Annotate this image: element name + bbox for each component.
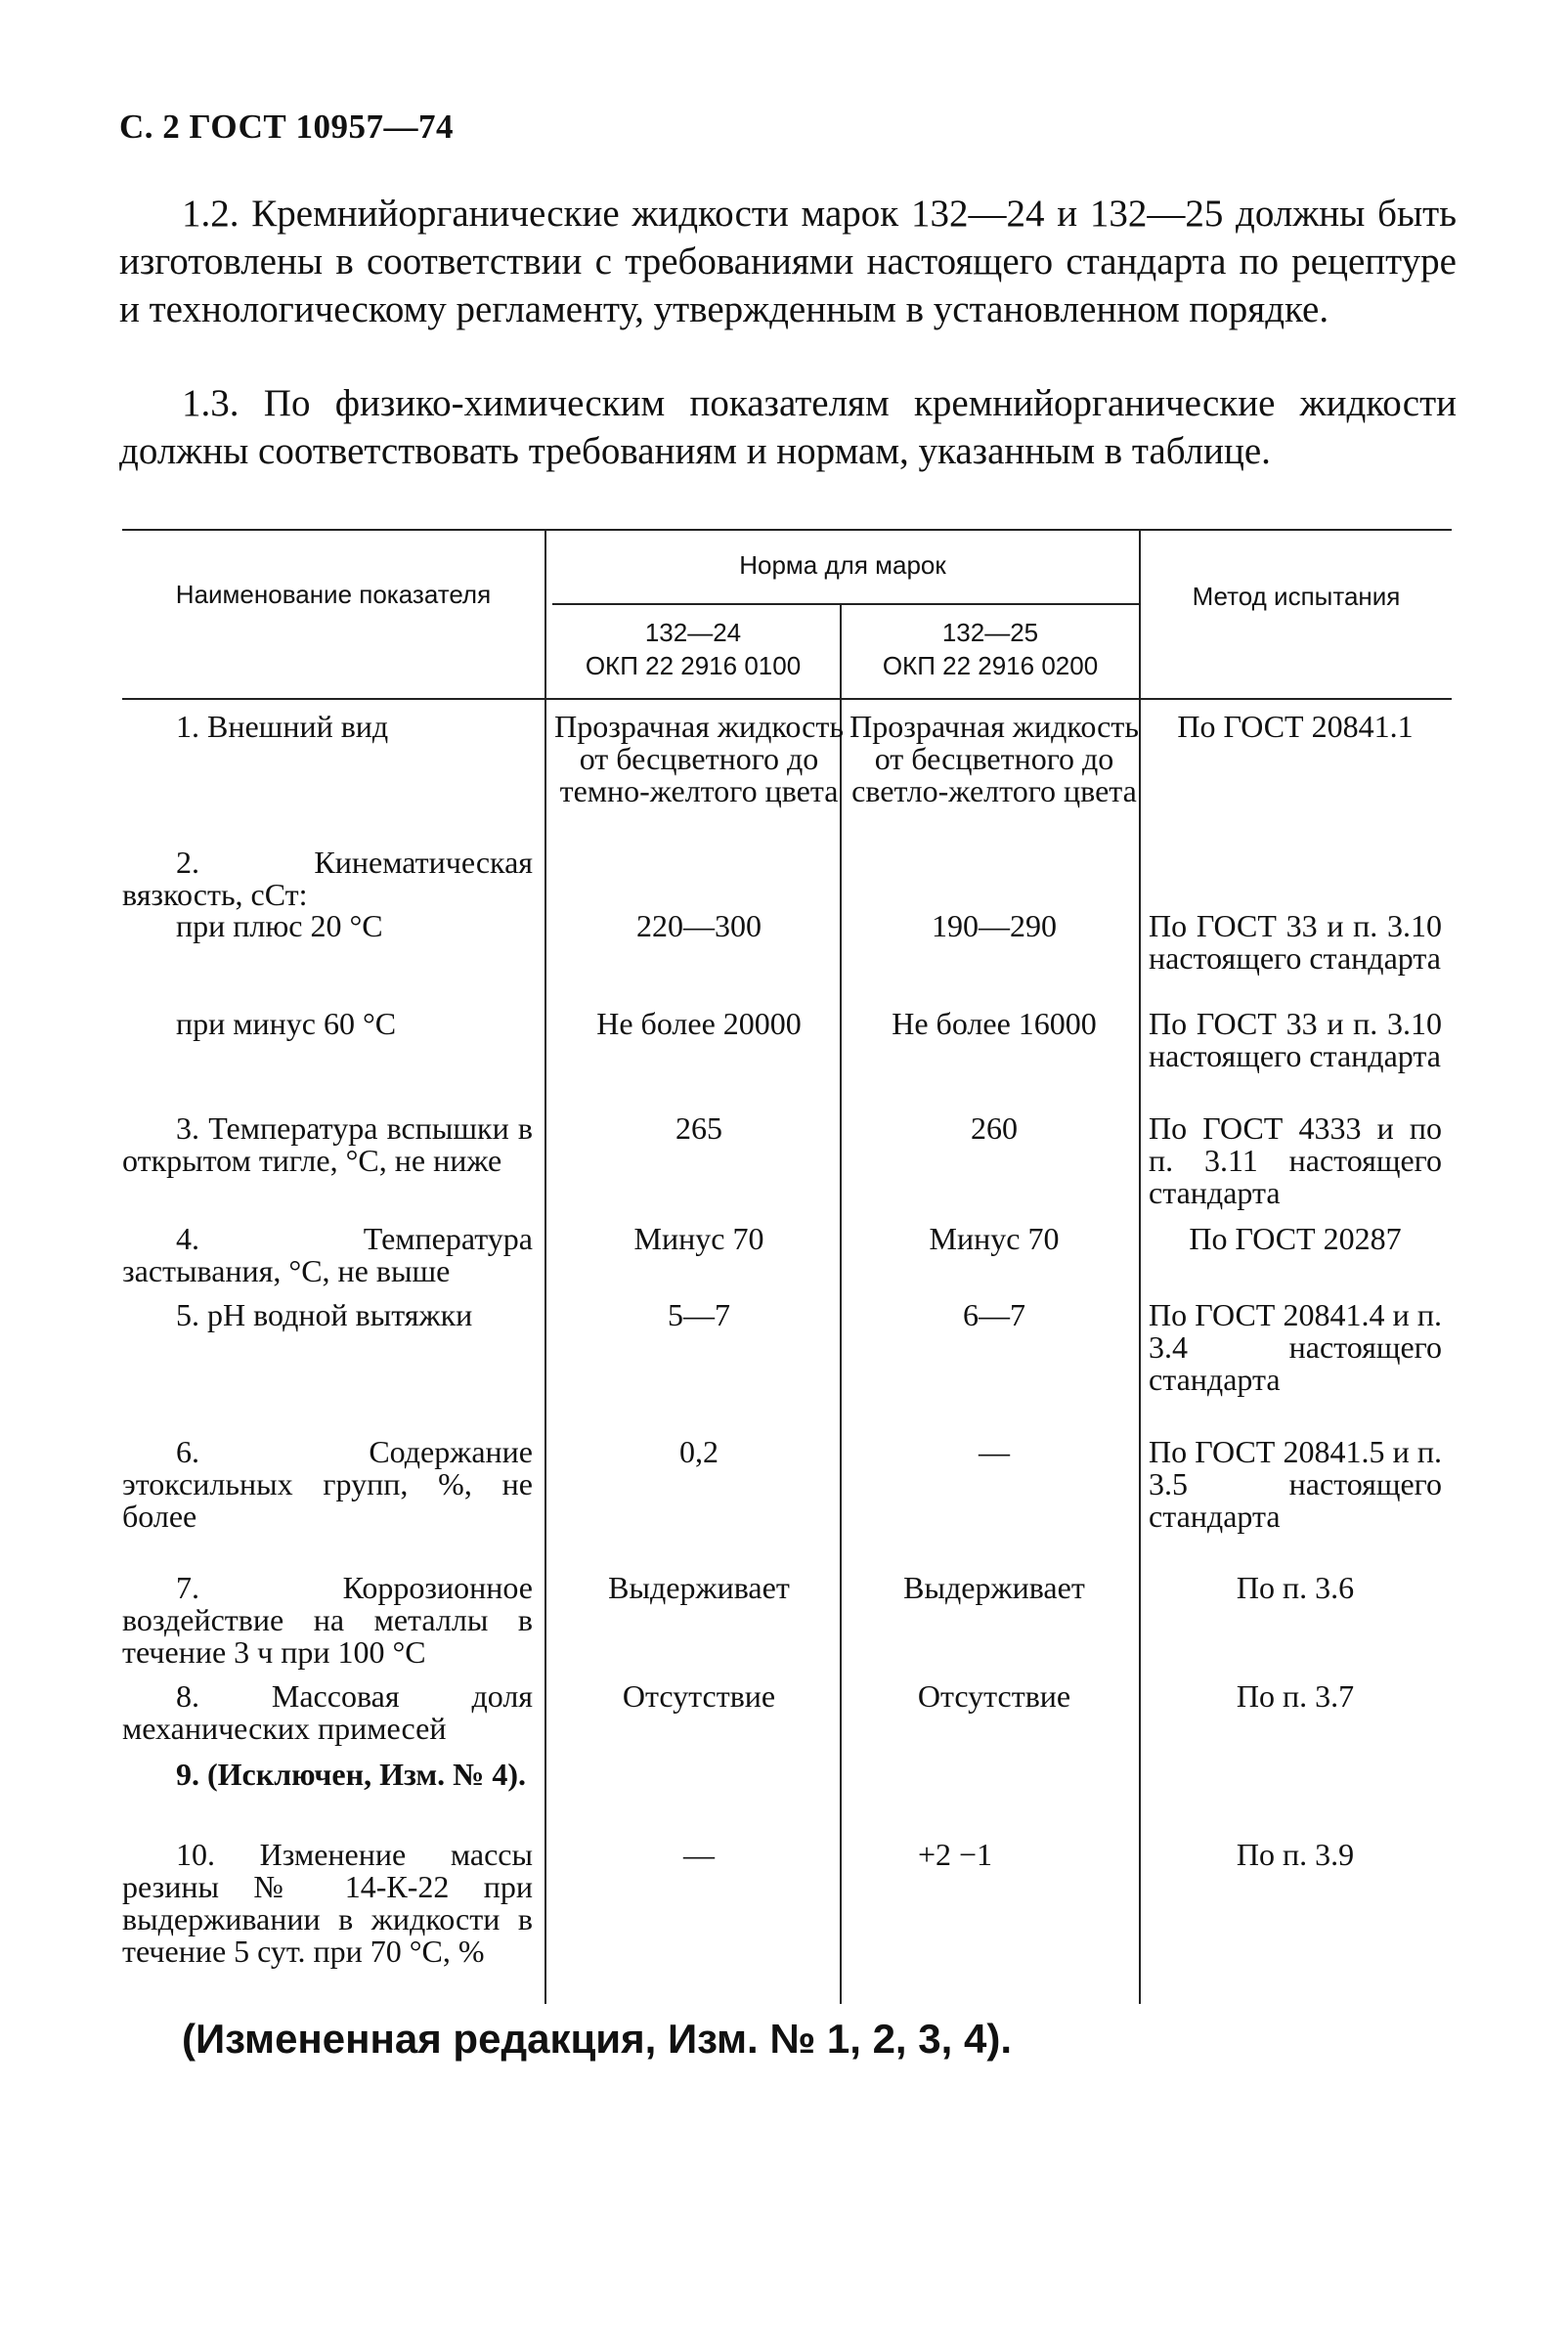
amendment-note: (Измененная редакция, Изм. № 1, 2, 3, 4). [182, 2016, 1012, 2062]
table-col-divider-1 [544, 529, 546, 2004]
row-4-name: 4. Температура застывания, °С, не выше [122, 1221, 533, 1288]
row-1-name: 1. Внешний вид [176, 709, 389, 744]
row-10-name: 10. Изменение массы резины № 14-К-22 при выдерживании в жидкости в течение 5 сут. при 70 °С, % [122, 1837, 533, 1969]
row-7-grade-a: Выдерживает [608, 1570, 790, 1605]
header-grade-132-24 [546, 616, 840, 682]
row-2b-method: По ГОСТ 33 и п. 3.10 настоящего стандарта [1149, 1006, 1442, 1073]
row-8-method: По п. 3.7 [1236, 1678, 1355, 1714]
row-6-method: По ГОСТ 20841.5 и п. 3.5 настоящего стандарта [1149, 1434, 1442, 1534]
row-6-grade-b: — [979, 1434, 1010, 1469]
table-header-bottom-rule [122, 698, 1452, 700]
grade-132-25-okp: ОКП 22 2916 0200 [882, 651, 1099, 680]
page-header: С. 2 ГОСТ 10957—74 [119, 108, 454, 146]
row-2-name: 2. Кинематическая вязкость, сСт: [122, 845, 533, 912]
row-8-grade-b: Отсутствие [917, 1678, 1071, 1714]
row-2b-grade-a: Не более 20000 [596, 1006, 802, 1041]
header-test-method: Метод испытания [1192, 582, 1401, 611]
row-10-method: По п. 3.9 [1236, 1837, 1355, 1872]
row-4-method: По ГОСТ 20287 [1189, 1221, 1402, 1256]
row-5-method: По ГОСТ 20841.4 и п. 3.4 настоящего стандарта [1149, 1297, 1442, 1397]
row-3-name: 3. Температура вспышки в открытом тигле, °С, не ниже [122, 1110, 533, 1178]
row-8-grade-a: Отсутствие [622, 1678, 776, 1714]
header-norm: Норма для марок [739, 550, 946, 580]
row-4-grade-b: Минус 70 [929, 1221, 1060, 1256]
row-2b-name: при минус 60 °С [176, 1006, 397, 1041]
row-10-grade-b: +2 −1 [917, 1837, 993, 1872]
row-2a-name: при плюс 20 °С [176, 908, 383, 943]
table-subheader-rule [552, 603, 1139, 605]
row-5-name: 5. рН водной вытяжки [176, 1297, 473, 1332]
row-7-grade-b: Выдерживает [903, 1570, 1085, 1605]
row-7-name: 7. Коррозионное воздействие на металлы в течение 3 ч при 100 °С [122, 1570, 533, 1670]
row-9-name: 9. (Исключен, Изм. № 4). [176, 1757, 526, 1792]
row-1-grade-b: Прозрачная жидкость от бесцветного до светло-желтого цвета [849, 709, 1139, 808]
row-6-name: 6. Содержание этоксильных групп, %, не более [122, 1434, 533, 1534]
row-2a-grade-b: 190—290 [932, 908, 1057, 943]
row-5-grade-a: 5—7 [668, 1297, 730, 1332]
row-1-grade-a: Прозрачная жидкость от бесцветного до темно-желтого цвета [554, 709, 844, 808]
row-5-grade-b: 6—7 [963, 1297, 1025, 1332]
grade-132-24-okp: ОКП 22 2916 0100 [585, 651, 802, 680]
row-6-grade-a: 0,2 [679, 1434, 719, 1469]
grade-132-25-label: 132—25 [941, 618, 1039, 647]
row-3-grade-b: 260 [971, 1110, 1018, 1146]
header-indicator-name: Наименование показателя [175, 580, 492, 609]
row-2a-grade-a: 220—300 [636, 908, 762, 943]
paragraph-1-2: 1.2. Кремнийорганические жидкости марок 132—24 и 132—25 должны быть изготовлены в соответствии с требованиями настоящего стандарта по рецептуре и технологическому регламенту, утвержденным в установленном порядке. [119, 193, 1457, 330]
row-4-grade-a: Минус 70 [633, 1221, 764, 1256]
row-8-name: 8. Массовая доля механических примесей [122, 1678, 533, 1746]
header-grade-132-25 [842, 616, 1139, 682]
row-3-grade-a: 265 [675, 1110, 722, 1146]
row-7-method: По п. 3.6 [1236, 1570, 1355, 1605]
grade-132-24-label: 132—24 [644, 618, 742, 647]
paragraph-1-3: 1.3. По физико-химическим показателям кремнийорганические жидкости должны соответствовать требованиям и нормам, указанным в таблице. [119, 382, 1457, 472]
row-10-grade-a: — [683, 1837, 715, 1872]
table-top-rule [122, 529, 1452, 531]
properties-table [122, 529, 1452, 2004]
row-3-method: По ГОСТ 4333 и по п. 3.11 настоящего стандарта [1149, 1110, 1442, 1210]
row-2a-method: По ГОСТ 33 и п. 3.10 настоящего стандарта [1149, 908, 1442, 976]
row-2b-grade-b: Не более 16000 [892, 1006, 1097, 1041]
row-1-method: По ГОСТ 20841.1 [1177, 709, 1414, 744]
